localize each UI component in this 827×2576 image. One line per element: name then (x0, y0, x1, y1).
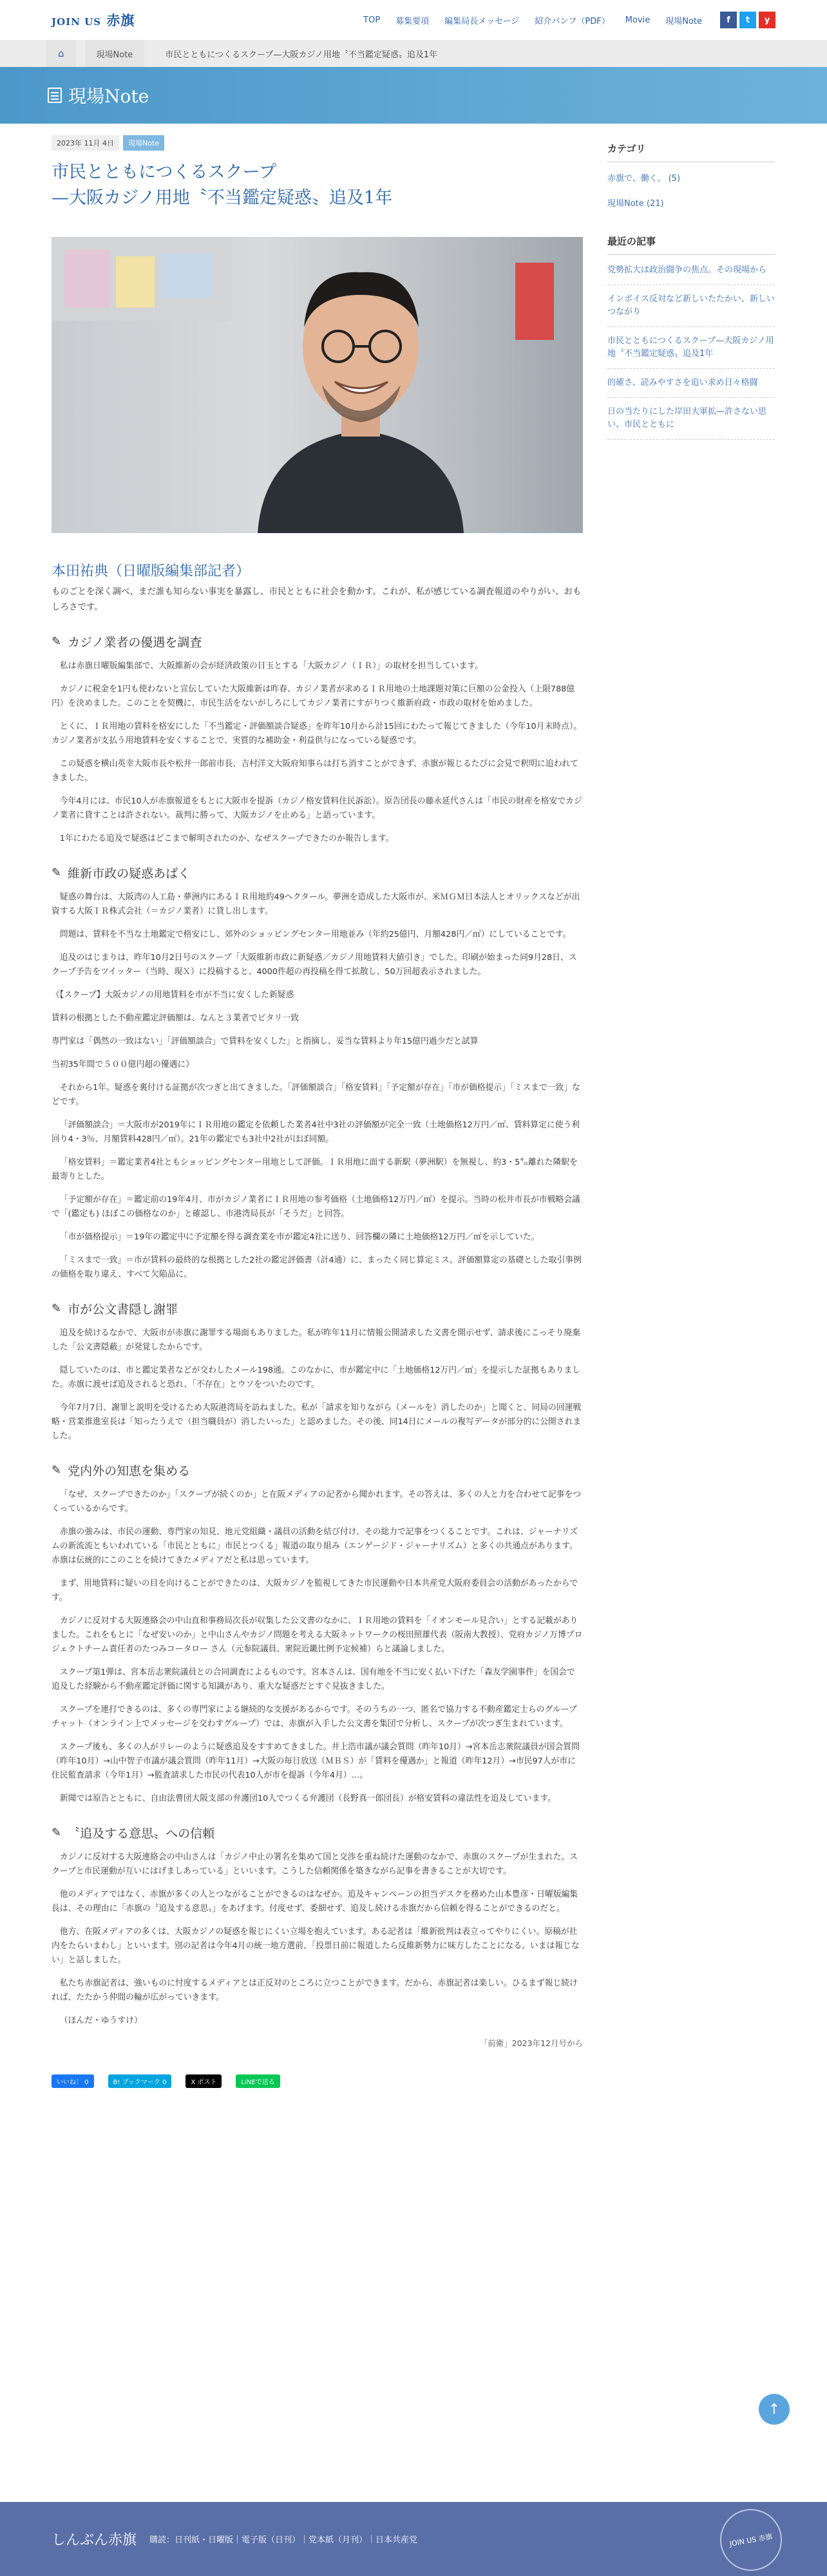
sidebar (607, 135, 775, 2088)
article-tag[interactable]: 現場Note (123, 135, 164, 151)
facebook-like-button[interactable]: いいね！ 0 (52, 2074, 94, 2088)
back-to-top-button[interactable]: ↑ (759, 2394, 790, 2425)
paragraph: 今年4月には、市民10人が赤旗報道をもとに大阪市を提訴（カジノ格安賃料住民訴訟）。原告団長の藤永延代さんは「市民の財産を格安でカジノ業者に貸すことは許されない。裁判に勝って、大阪カジノを止める」と語っています。 (52, 796, 582, 820)
article-byline: 本田祐典（日曜版編集部記者） (52, 563, 251, 579)
article-date: 2023年 11月 4日 (52, 135, 119, 151)
pencil-icon: ✎ (52, 1826, 62, 1839)
paragraph: スクープを連打できるのは、多くの専門家による継続的な支援があるからです。そのうちの一つ、匿名で協力する不動産鑑定士らのグループチャット（オンライン上でメッセージを交わすグループ）では、赤旗が入手した公文書を集団で分析し、スクープが次つぎ生まれています。 (52, 1705, 577, 1729)
article-title (52, 160, 583, 211)
pencil-icon: ✎ (52, 635, 62, 648)
paragraph: 追及を続けるなかで、大阪市が赤旗に謝罪する場面もありました。私が昨年11月に情報公開請求した文書を開示せず、請求後にこっそり廃棄した「公文書隠蔽」が発覚したからです。 (52, 1328, 580, 1352)
quote-line: 《【スクープ】大阪カジノの用地賃料を市が不当に安くした新疑惑 (52, 990, 294, 1000)
nav-message[interactable]: 編集局長メッセージ (444, 16, 520, 26)
logo-text: JOIN US (52, 16, 102, 28)
categories-title: カテゴリ (607, 142, 775, 162)
site-logo[interactable] (52, 10, 135, 30)
paragraph: 他のメディアではなく、赤旗が多くの人とつながることができるのはなぜか。追及キャンペーンの担当デスクを務めた山本豊彦・日曜版編集長は、その理由に「赤旗の〝追及する意思〟」をあげます。付度せず、委細せず、追及し続ける赤旗だから信頼を得ることができるのだと。 (52, 1890, 578, 1913)
recent-title: 最近の記事 (607, 234, 775, 255)
join-us-stamp: JOIN US 赤旗 (715, 2504, 786, 2575)
paragraph: スクープ第1弾は、宮本岳志衆院議員との合同調査によるものです。宮本さんは、国有地を不当に安く払い下げた「森友学園事件」を国会で追及した経験から不動産鑑定評価に関する知識があり、重大な疑惑だとすぐ見抜きました。 (52, 1668, 575, 1691)
paragraph: 「ミスまで一致」＝市が賃料の最終的な根拠とした2社の鑑定評価書（計4通）に、まったく同じ算定ミス。評価額算定の基礎とした取引事例の価格を取り違え、すべて欠陥品に。 (52, 1255, 582, 1279)
quote-line: 専門家は「偶然の一致はない」「評価額談合」で賃料を安くした」と指摘し、妥当な賃料より年15億円過少だと試算 (52, 1037, 479, 1046)
nav-requirements[interactable]: 募集要項 (395, 16, 430, 26)
page-banner (0, 67, 827, 124)
quote-line: 賃料の根拠とした不動産鑑定評価額は、なんと３業者でピタリ一致 (52, 1013, 299, 1023)
paragraph: 私たち赤旗記者は、強いものに忖度するメディアとは正反対のところに立つことができます。だから、赤旗記者は楽しい。ひるまず報じ続ければ、たたかう仲間の輪が広がっていきます。 (52, 1979, 578, 2002)
paragraph: 疑惑の舞台は、大阪湾の人工島・夢洲内にあるＩＲ用地約49ヘクタール。夢洲を造成した大阪市が、米ＭＧＭ日本法人とオリックスなどが出資する大阪ＩＲ株式会社（＝カジノ業者）に貸し出します。 (52, 892, 580, 916)
recent-post-link[interactable]: 的確さ、読みやすさを追い求め日々格闘 (607, 377, 775, 398)
paragraph: 「なぜ、スクープできたのか」「スクープが続くのか」と在阪メディアの記者から聞かれます。その答えは、多くの人と力を合わせて記事をつくっているからです。 (52, 1490, 582, 1514)
paragraph: 「評価額談合」＝大阪市が2019年にＩＲ用地の鑑定を依頼した業者4社中3社の評価額が完全一致（土地価格12万円／㎡、賃料算定に使う利回り4・3％、月額賃料428円／㎡）。21年の鑑定でも3社中2社がほぼ同額。 (52, 1120, 580, 1144)
section-heading: ✎ 〝追及する意思〟への信頼 (52, 1826, 215, 1841)
category-link[interactable]: 赤旗で、働く。 (5) (607, 174, 681, 183)
recent-post-link[interactable]: 日の当たりにした岸田大軍拡—許さない思い、市民とともに (607, 406, 775, 440)
nav-movie[interactable]: Movie (625, 15, 651, 25)
paragraph: まず、用地賃料に疑いの目を向けることができたのは、大阪カジノを監視してきた市民運動や日本共産党大阪府委員会の活動があったからです。 (52, 1579, 578, 1603)
paragraph: それから1年。疑惑を裏付ける証拠が次つぎと出てきました。「評価額談合」「格安賃料」「予定額が存在」「市が価格提示」「ミスまで一致」などです。 (52, 1083, 580, 1107)
pencil-icon: ✎ (52, 866, 62, 879)
banner-title: 現場Note (68, 86, 149, 107)
pencil-icon: ✎ (52, 1463, 62, 1477)
pencil-icon: ✎ (52, 1302, 62, 1315)
site-footer (0, 2502, 827, 2576)
title-line-1: 市民とともにつくるスクープ (52, 162, 277, 182)
paragraph: 新聞では原告とともに、自由法曹団大阪支部の弁護団10人でつくる弁護団（長野真一郎団長）が格安賃料の違法性を追及しています。 (59, 1794, 556, 1803)
breadcrumb (0, 40, 827, 67)
paragraph: 赤旗の強みは、市民の運動、専門家の知見、地元党組織・議員の活動を結び付け、その総力で記事をつくることです。これは、ジャーナリズムの新流流ともいわれている「市民とともに」市民とつくる」報道の取り組み（エンゲージド・ジャーナリズム）と多くの共通点があります。赤旗は伝統的にこのことを続けてきたメディアだと私は思っています。 (52, 1527, 578, 1565)
paragraph: 今年7月7日、謝罪と説明を受けるため大阪港湾局を訪ねました。私が「請求を知りながら（メールを）消したのか」と聞くと、同局の回運戦略・営業推進室長は「知ったうえで（担当職員が）消したいった」と認めました。その後、同14日にメールの複写データが部分的に公開されました。 (52, 1403, 582, 1441)
paragraph: とくに、ＩＲ用地の賃料を格安にした「不当鑑定・評価額談合疑惑」を昨年10月から計15回にわたって報じてきました（今年10月末時点）。カジノ業者が支払う用地賃料を安くすることで、実質的な補助金・利益供与になっている疑惑です。 (52, 722, 582, 746)
article-signature: （ほんだ・ゆうすけ） (59, 2016, 142, 2026)
social-links (720, 12, 775, 28)
footer-logo[interactable]: しんぶん赤旗 (52, 2532, 137, 2548)
breadcrumb-current: 市民とともにつくるスクープ—大阪カジノ用地〝不当鑑定疑惑〟追及1年 (165, 50, 438, 60)
line-share-button[interactable]: LINEで送る (236, 2074, 280, 2088)
x-post-button[interactable]: X ポスト (185, 2074, 222, 2088)
section-heading: ✎ 市が公文書隠し謝罪 (52, 1302, 178, 1317)
article-lead: ものごとを深く調べ、まだ誰も知らない事実を暴露し、市民とともに社会を動かす。これが、私が感じている調査報道のやりがい、おもしろさです。 (52, 587, 582, 612)
paragraph: 1年にわたる追及で疑惑はどこまで解明されたのか、なぜスクープできたのか報告します。 (59, 834, 394, 843)
site-header (0, 0, 827, 40)
recent-post-link[interactable]: 市民とともにつくるスクープ—大阪カジノ用地〝不当鑑定疑惑〟追及1年 (607, 335, 775, 369)
section-heading: ✎ 党内外の知恵を集める (52, 1463, 191, 1478)
person-portrait (245, 250, 477, 533)
paragraph: 「予定額が存在」＝鑑定前の19年4月、市がカジノ業者にＩＲ用地の参考価格（土地価格12万円／㎡）を提示。当時の松井市長が市戦略会議で「(鑑定も) ほぼこの価格なのか」と確認し、市港湾局長が「そうだ」と回答。 (52, 1195, 580, 1219)
paragraph: 「格安賃料」＝鑑定業者4社ともショッピングセンター用地として評価。ＩＲ用地に面する新駅（夢洲駅）を無視し、約3・5㌔離れた隣駅を最寄りとした。 (52, 1158, 578, 1181)
nav-genba-note[interactable]: 現場Note (665, 16, 702, 26)
paragraph: スクープ後も、多くの人がリレーのように疑惑追及をすすめてきました。井上浩市議が議会質問（昨年10月）→宮本岳志衆院議員が国会質問（昨年10月）→山中智子市議が議会質問（昨年11月）→大阪の毎日放送（ＭＢＳ）が「賃料を優遇か」と報道（昨年12月）→市民97人が市に住民監査請求（今年1月）→監査請求した市民の代表10人が市を提訴（今年4月）…。 (52, 1742, 580, 1780)
section-heading: ✎ カジノ業者の優遇を調査 (52, 635, 202, 650)
book-icon (48, 88, 62, 103)
paragraph: カジノに税金を1円も使わないと宣伝していた大阪維新は昨春、カジノ業者が求めるＩＲ用地の土地課題対策に巨額の公金投入（上限788億円）を決めました。このことを契機に、市民生活をないがしろにしてカジノ業者にすがりつく維新府政・市政の取材を始めました。 (52, 684, 575, 708)
paragraph: 追及のはじまりは、昨年10月2日号のスクープ「大阪維新市政に新疑惑／カジノ用地賃料大値引き」でした。印刷が始まった同9月28日、スクープ予告をツイッター（当時、現Ｘ）に投稿すると、4000件超の再投稿を得て拡散し、50万回超表示されました。 (52, 953, 577, 977)
article-photo (52, 237, 583, 533)
youtube-icon[interactable]: y (759, 12, 775, 28)
facebook-icon[interactable]: f (720, 12, 737, 28)
hatena-bookmark-button[interactable]: B! ブックマーク 0 (108, 2074, 172, 2088)
paragraph: 「市が価格提示」＝19年の鑑定中に予定額を得る調査業を市が鑑定4社に送り、回答欄の隣に土地価格12万円／㎡を示していた。 (59, 1232, 540, 1242)
article-source: 「前衛」2023年12月号から (479, 2038, 583, 2048)
recent-post-link[interactable]: インボイス反対など新しいたたかい、新しいつながり (607, 293, 775, 327)
home-icon[interactable]: ⌂ (46, 40, 76, 67)
nav-top[interactable]: TOP (363, 15, 381, 25)
paragraph: カジノに反対する大阪連絡会の中山直和事務局次長が収集した公文書のなかに、ＩＲ用地の賃料を「イオンモール見合い」とする記載がありました。これをもとに「なぜ安いのか」と中山さんやカジノ問題を考える大阪ネットワークの桜田照雄代表（阪南大教授）、党府カジノ万博プロジェクトチーム責任者のたつみコータロー さん（元参院議員、衆院近畿比例予定候補）らと議論しました。 (52, 1616, 583, 1654)
nav-pamphlet[interactable]: 紹介パンフ（PDF） (535, 16, 610, 26)
footer-links[interactable]: 購読：日刊紙・日曜版｜電子版（日刊）｜党本紙（月刊）｜日本共産党 (149, 2535, 418, 2545)
share-buttons (52, 2074, 583, 2088)
category-link[interactable]: 現場Note (21) (607, 199, 664, 209)
twitter-icon[interactable]: t (739, 12, 756, 28)
quote-line: 当初35年間で５００億円超の優遇に》 (52, 1060, 195, 1069)
paragraph: カジノに反対する大阪連絡会の中山さんは「カジノ中止の署名を集めて国と交渉を重ね続けた運動のなかで、赤旗のスクープが生まれた。スクープと市民運動が互いにはげましあっている」といいます。こうした信頼関係を築きながら記事を書きることが大切です。 (52, 1852, 578, 1876)
logo-jp-text: 赤旗 (106, 12, 135, 28)
paragraph: 問題は、賃料を不当な土地鑑定で格安にし、郊外のショッピングセンター用地並み（年約25億円、月額428円／㎡）にしていることです。 (59, 930, 571, 939)
paragraph: この疑惑を横山英幸大阪市長や松井一郎前市長、吉村洋文大阪府知事らは打ち消すことができず、赤旗が報じるたびに会見で釈明に追われてきました。 (52, 759, 578, 783)
recent-post-link[interactable]: 党勢拡大は政治闘争の焦点。その現場から (607, 264, 775, 285)
breadcrumb-genba-note[interactable]: 現場Note (85, 40, 145, 67)
paragraph: 隠していたのは、市と鑑定業者などが交わしたメール198通。このなかに、市が鑑定中に「土地価格12万円／㎡」を提示した証拠もありました。赤旗に渡せば追及されると恐れ、「不存在」とウソをついたのです。 (52, 1366, 581, 1389)
paragraph: 他方、在阪メディアの多くは、大阪カジノの疑惑を報じにくい立場を抱えています。ある記者は「維新批判は表立ってやりにくい。原稿が社内をたらいまわし」といいます。別の記者は今年4月の統一地方選前、「投票日前に報道したら反維新勢力に味方したことになる。いまは報じない」と話しました。 (52, 1927, 580, 1965)
article (52, 135, 583, 2088)
paragraph: 私は赤旗日曜版編集部で、大阪維新の会が経済政策の目玉とする「大阪カジノ（ＩＲ）」の取材を担当しています。 (59, 661, 484, 671)
title-line-2: —大阪カジノ用地〝不当鑑定疑惑〟追及1年 (52, 188, 393, 208)
section-heading: ✎ 維新市政の疑惑あばく (52, 866, 191, 881)
main-nav (363, 12, 775, 28)
